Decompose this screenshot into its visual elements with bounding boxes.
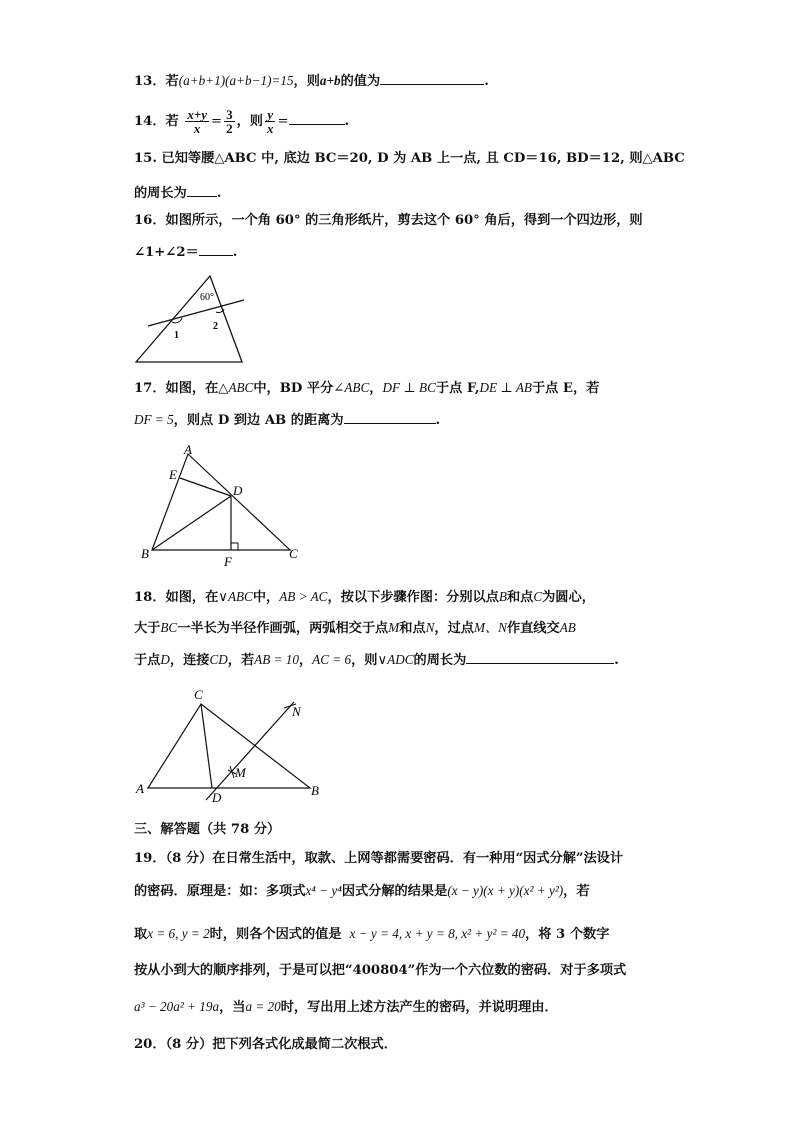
q13-text: 的值为 <box>340 74 381 89</box>
answer-blank[interactable] <box>187 183 217 197</box>
math: AC = 6 <box>312 652 352 667</box>
q16-text: ∠1+∠2＝ <box>134 245 199 260</box>
question-19-line3 <box>134 925 609 944</box>
math: DE ⊥ AB <box>479 380 532 395</box>
q18-text: ，过点 <box>434 621 474 636</box>
triangle-abc <box>148 704 310 788</box>
fraction <box>224 108 235 135</box>
q18-text: ， <box>298 653 313 668</box>
question-13 <box>134 71 489 91</box>
question-15-line1: 15. 已知等腰△ABC 中, 底边 BC＝20, D 为 AB 上一点, 且 CD＝16, BD＝12, 则△ABC <box>134 151 685 166</box>
q13-equation: (a+b+1)(a+b−1)=15 <box>178 73 294 88</box>
label-c: C <box>194 687 203 702</box>
q18-text: ，则 <box>351 653 378 668</box>
question-17-line2 <box>134 410 440 430</box>
label-1: 1 <box>174 330 179 341</box>
segment-cd <box>201 704 212 788</box>
cut-line <box>148 300 244 326</box>
denominator: x <box>266 121 274 136</box>
question-15-line2 <box>134 183 221 203</box>
answer-blank[interactable] <box>289 111 345 125</box>
q13-end: . <box>484 74 489 89</box>
math: ∨ABC <box>218 589 253 604</box>
q17-text: ，则点 D 到边 AB 的距离为 <box>173 413 344 428</box>
q16-end: . <box>232 245 238 260</box>
math: C <box>533 589 543 604</box>
math: CD <box>209 652 228 667</box>
label-60: 60° <box>200 292 214 303</box>
question-19-line4: 按从小到大的顺序排列，于是可以把“400804”作为一个六位数的密码．对于多项式 <box>134 963 627 978</box>
q14-number: 14． <box>134 114 166 129</box>
math: a = 20 <box>245 999 281 1014</box>
q18-text: 作直线交 <box>506 621 560 636</box>
label-c: C <box>289 546 298 561</box>
question-16-line1: 16．如图所示，一个角 60° 的三角形纸片，剪去这个 60° 角后，得到一个四边形，则 <box>134 213 643 228</box>
q19-text: ，若 <box>563 884 590 899</box>
q18-text: ，连接 <box>169 653 210 668</box>
math: ∨ADC <box>377 652 414 667</box>
numerator: 3 <box>226 107 233 122</box>
math: AB <box>559 620 576 635</box>
perpendicular-bisector <box>206 702 294 800</box>
label-d: D <box>212 790 222 804</box>
math: ∠ABC <box>333 380 370 395</box>
question-18-line3 <box>134 650 619 670</box>
question-20: 20．（8 分）把下列各式化成最简二次根式． <box>134 1037 397 1052</box>
label-b: B <box>311 783 319 798</box>
q19-text: 取 <box>134 927 148 942</box>
q17-triangle-figure <box>136 442 306 570</box>
numerator: x+y <box>187 107 208 122</box>
math: DF ⊥ BC <box>382 380 436 395</box>
label-d: D <box>233 483 243 498</box>
q17-text: 17．如图，在 <box>134 381 219 396</box>
label-e: E <box>169 467 177 482</box>
equals: = <box>277 114 289 129</box>
q17-text: 中，BD 平分 <box>253 381 334 396</box>
q14-text: 若 <box>165 114 179 129</box>
question-19-line2 <box>134 882 590 901</box>
section-heading: 三、解答题（共 78 分） <box>134 822 281 837</box>
answer-blank[interactable] <box>344 410 436 424</box>
math: M <box>388 620 400 635</box>
math: D <box>160 652 170 667</box>
q17-text: ， <box>369 381 383 396</box>
math: DF = 5 <box>134 412 174 427</box>
question-19-line5 <box>134 998 558 1017</box>
question-18-line1 <box>134 588 595 607</box>
q19-text: 的密码．原理是：如：多项式 <box>134 884 306 899</box>
fraction <box>265 108 276 135</box>
q18-text: 一半长为半径作画弧，两弧相交于点 <box>177 621 389 636</box>
q17-text: 于点 E，若 <box>531 381 600 396</box>
denominator: 2 <box>226 121 233 136</box>
label-2: 2 <box>213 321 218 332</box>
math: AB = 10 <box>254 652 299 667</box>
math: (x − y)(x + y)(x² + y²) <box>447 883 564 898</box>
numerator: y <box>265 108 276 122</box>
q15-end: . <box>216 186 222 201</box>
q14-end: . <box>344 114 350 129</box>
math: B <box>498 589 507 604</box>
label-a: A <box>136 781 144 796</box>
q18-end: . <box>614 653 619 668</box>
math: x = 6, y = 2 <box>147 926 210 941</box>
q18-text: 18．如图，在 <box>134 590 219 605</box>
q13-expr: a+b <box>319 73 341 88</box>
q15-text: 的周长为 <box>134 186 187 201</box>
math: AB > AC <box>279 589 328 604</box>
denominator: x <box>193 121 201 136</box>
q13-text: ，则 <box>293 74 320 89</box>
label-m: M <box>235 765 246 780</box>
q13-number: 13． <box>134 74 166 89</box>
q13-text: 若 <box>165 74 179 89</box>
question-18-line2 <box>134 619 576 638</box>
math: M、N <box>473 620 507 635</box>
equals: = <box>211 114 223 129</box>
triangle-outline <box>136 276 242 362</box>
math: x⁴ − y⁴ <box>305 883 342 898</box>
q18-text: ，若 <box>227 653 255 668</box>
question-16-line2 <box>134 242 237 262</box>
q19-text: ，当 <box>219 1000 246 1015</box>
q14-text: ，则 <box>236 114 263 129</box>
q18-text: 和点 <box>399 621 426 636</box>
right-angle-mark <box>231 543 238 550</box>
q18-text: 中， <box>252 590 280 605</box>
q18-text: ，按以下步骤作图：分别以点 <box>327 590 499 605</box>
answer-blank[interactable] <box>199 242 233 256</box>
q17-end: . <box>435 413 441 428</box>
q18-text: 大于 <box>134 621 161 636</box>
label-b: B <box>141 546 149 561</box>
label-n: N <box>292 704 301 719</box>
q18-text: 为圆心， <box>542 590 595 605</box>
q18-text: 的周长为 <box>413 653 467 668</box>
q17-text: 于点 F, <box>435 381 480 396</box>
question-17-line1 <box>134 379 599 398</box>
q18-text: 于点 <box>134 653 161 668</box>
segment-bd <box>152 496 231 550</box>
q18-construction-figure <box>134 686 330 804</box>
q19-text: 时，则各个因式的值是 <box>209 927 342 942</box>
q19-text: 因式分解的结果是 <box>341 884 448 899</box>
math: a³ − 20a² + 19a <box>134 999 220 1014</box>
answer-blank[interactable] <box>380 71 484 85</box>
math: N <box>425 620 435 635</box>
answer-blank[interactable] <box>466 650 614 664</box>
q19-text: 时，写出用上述方法产生的密码，并说明理由． <box>280 1000 558 1015</box>
q16-triangle-figure <box>128 272 252 368</box>
q19-text: ，将 3 个数字 <box>525 927 610 942</box>
fraction <box>185 108 209 135</box>
q18-text: 和点 <box>506 590 534 605</box>
math: △ABC <box>218 380 254 395</box>
label-a: A <box>184 442 192 457</box>
label-f: F <box>224 554 232 569</box>
math: BC <box>160 620 178 635</box>
math: x − y = 4, x + y = 8, x² + y² = 40 <box>349 926 526 941</box>
question-14 <box>134 107 349 137</box>
question-19-line1: 19．（8 分）在日常生活中，取款、上网等都需要密码．有一种用“因式分解”法设计 <box>134 851 624 866</box>
